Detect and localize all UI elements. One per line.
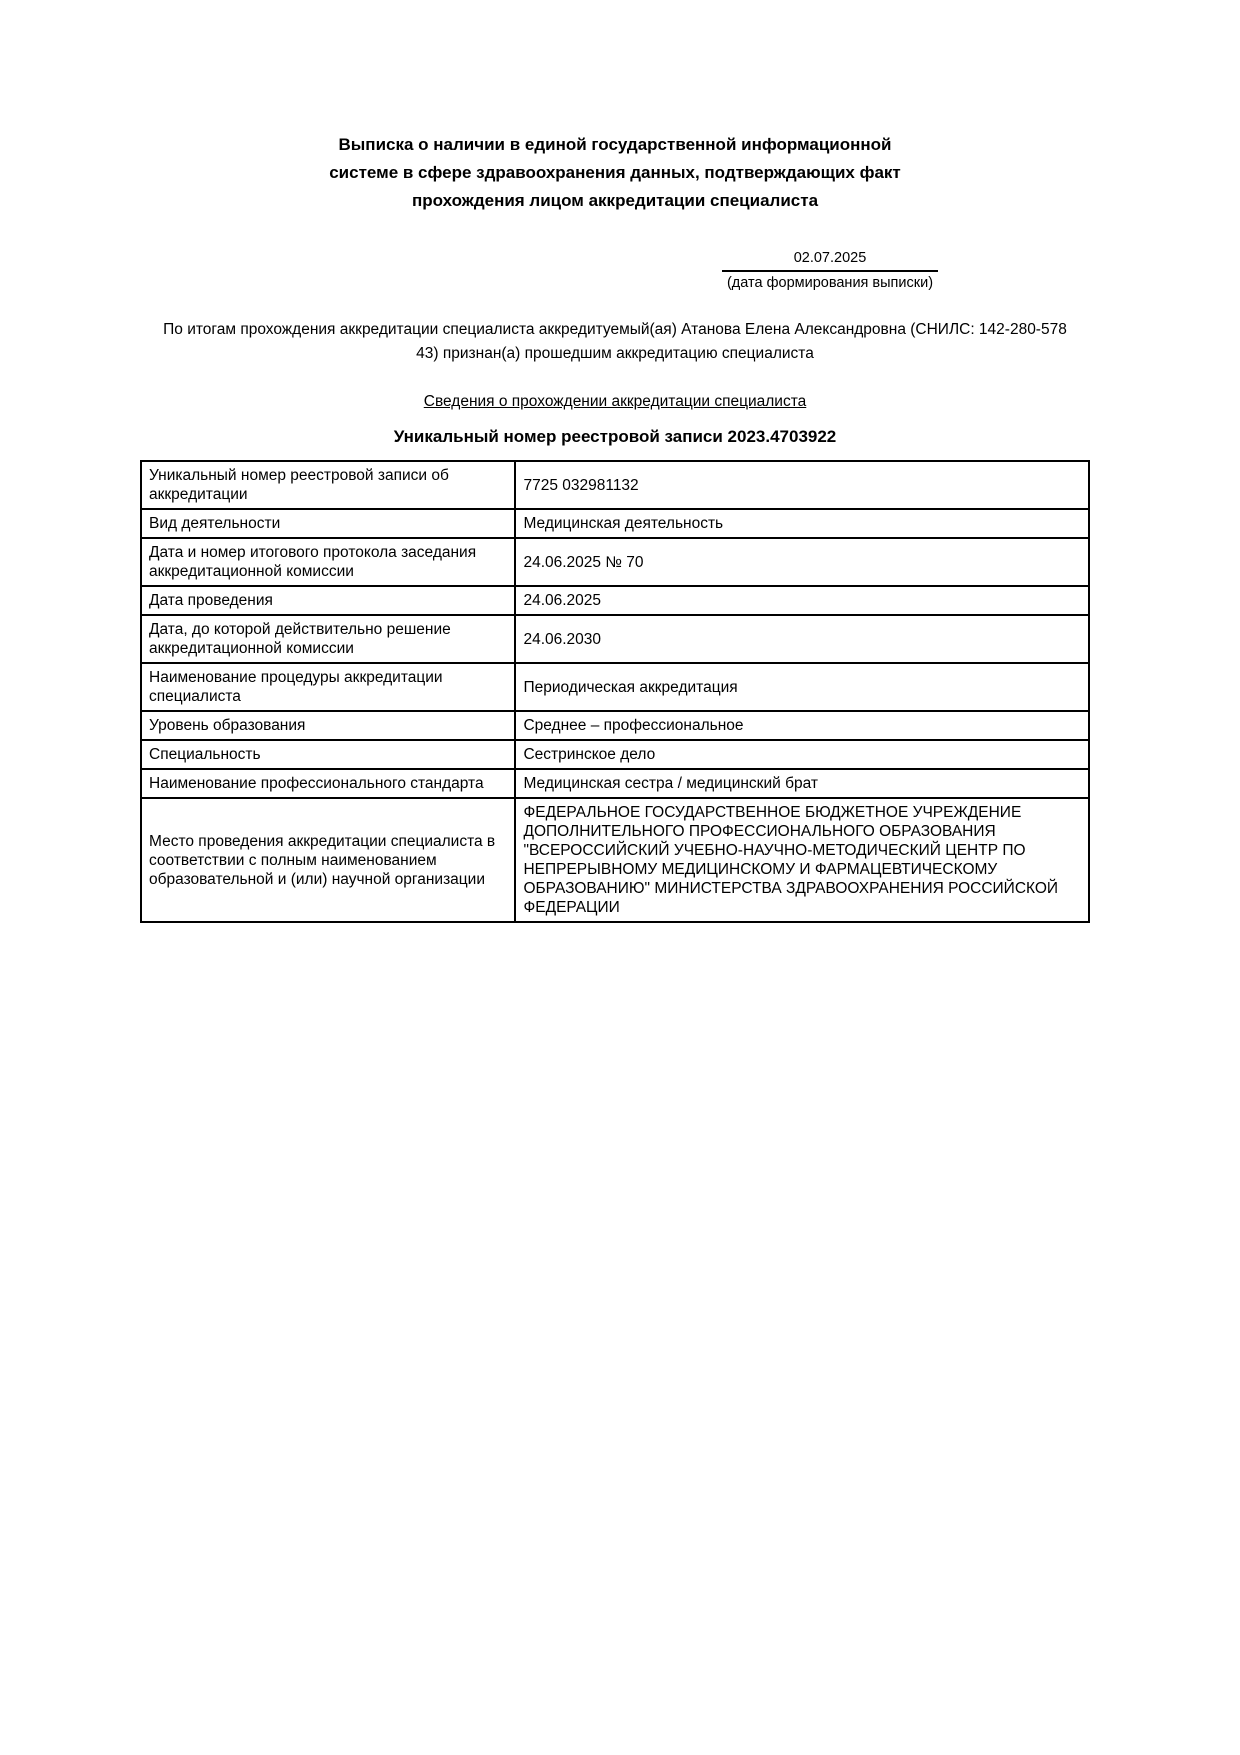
extract-date: 02.07.2025 [722,249,938,272]
table-row [141,798,1089,922]
table-value-cell: Медицинская сестра / медицинский брат [515,769,1089,798]
table-label-cell: Вид деятельности [141,509,515,538]
table-label-cell: Специальность [141,740,515,769]
table-value-cell: Сестринское дело [515,740,1089,769]
table-label-cell: Уровень образования [141,711,515,740]
registry-number-heading: Уникальный номер реестровой записи 2023.4703922 [393,427,837,446]
accreditation-table-body [141,461,1089,922]
document-title-line: прохождения лицом аккредитации специалиста [411,191,819,210]
extract-date-caption: (дата формирования выписки) [726,275,934,291]
table-label-cell: Наименование процедуры аккредитации специалиста [141,663,515,711]
intro-paragraph-line: 43) признан(а) прошедшим аккредитацию специалиста [416,345,814,362]
table-row [141,769,1089,798]
date-block [722,249,938,292]
table-value-cell: Среднее – профессиональное [515,711,1089,740]
table-value-cell: 24.06.2030 [515,615,1089,663]
table-row [141,538,1089,586]
table-row [141,740,1089,769]
table-value-cell: Медицинская деятельность [515,509,1089,538]
accreditation-details-table [140,460,1090,923]
table-row [141,711,1089,740]
table-value-cell: Периодическая аккредитация [515,663,1089,711]
table-label-cell: Дата, до которой действительно решение аккредитационной комиссии [141,615,515,663]
document-title-line: Выписка о наличии в единой государственной информационной [338,135,892,154]
document-title-line: системе в сфере здравоохранения данных, подтверждающих факт [329,163,901,182]
table-row [141,615,1089,663]
table-label-cell: Дата и номер итогового протокола заседания аккредитационной комиссии [141,538,515,586]
table-value-cell: 24.06.2025 № 70 [515,538,1089,586]
table-label-cell: Место проведения аккредитации специалиста в соответствии с полным наименованием образовательной и (или) научной организации [141,798,515,922]
section-heading: Сведения о прохождении аккредитации специалиста [423,393,807,410]
intro-paragraph-line: По итогам прохождения аккредитации специалиста аккредитуемый(ая) Атанова Елена Александровна (СНИЛС: 142-280-578 [163,321,1067,338]
table-row [141,509,1089,538]
table-value-cell: ФЕДЕРАЛЬНОЕ ГОСУДАРСТВЕННОЕ БЮДЖЕТНОЕ УЧРЕЖДЕНИЕ ДОПОЛНИТЕЛЬНОГО ПРОФЕССИОНАЛЬНОГО ОБРАЗОВАНИЯ "ВСЕРОССИЙСКИЙ УЧЕБНО-НАУЧНО-МЕТОДИЧЕСКИЙ ЦЕНТР ПО НЕПРЕРЫВНОМУ МЕДИЦИНСКОМУ И ФАРМАЦЕВТИЧЕСКОМУ ОБРАЗОВАНИЮ" МИНИСТЕРСТВА ЗДРАВООХРАНЕНИЯ РОССИЙСКОЙ ФЕДЕРАЦИИ [515,798,1089,922]
table-value-cell: 24.06.2025 [515,586,1089,615]
document-title [140,131,1090,215]
table-row [141,586,1089,615]
table-label-cell: Уникальный номер реестровой записи об аккредитации [141,461,515,509]
table-label-cell: Дата проведения [141,586,515,615]
table-row [141,663,1089,711]
table-row [141,461,1089,509]
table-value-cell: 7725 032981132 [515,461,1089,509]
intro-paragraph [140,318,1090,366]
table-label-cell: Наименование профессионального стандарта [141,769,515,798]
